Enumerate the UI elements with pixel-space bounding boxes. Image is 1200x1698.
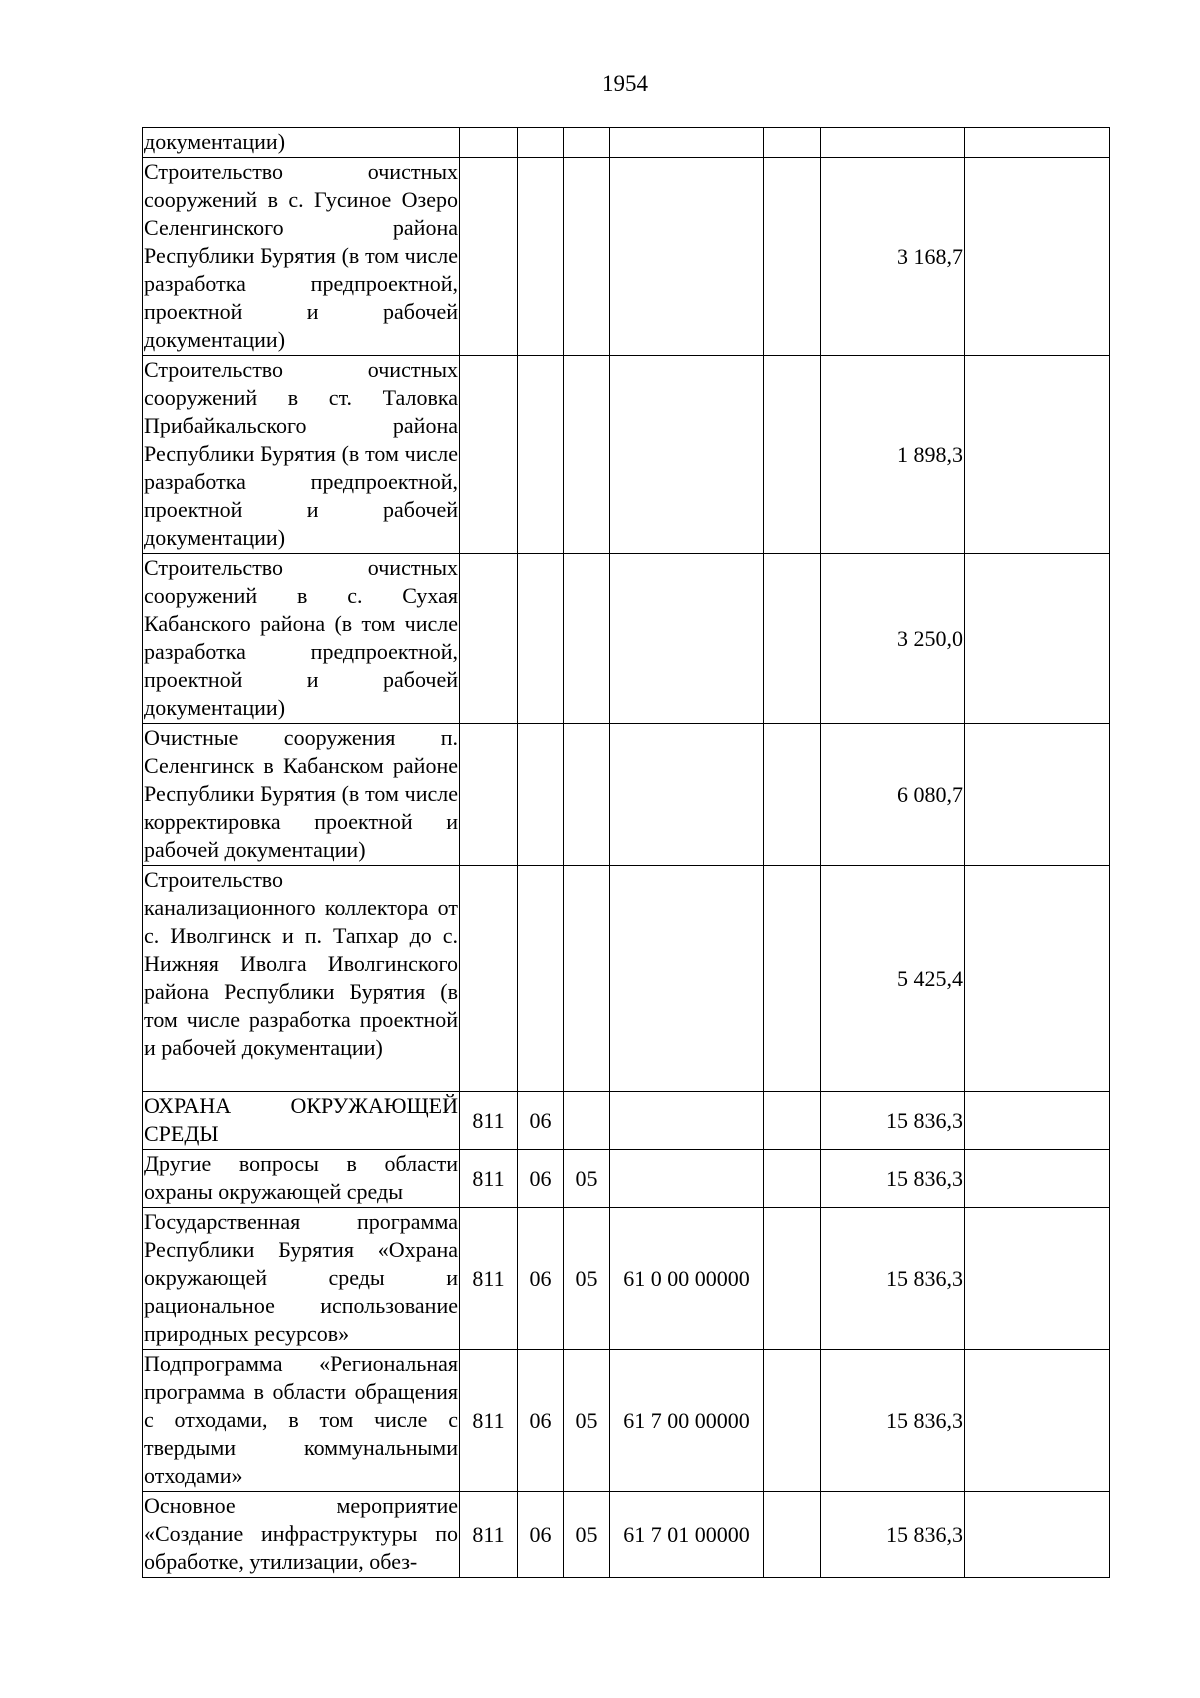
amount-cell	[821, 128, 965, 158]
table-row	[143, 128, 1110, 158]
amount-cell: 3 168,7	[821, 158, 965, 356]
subsection-code-cell	[564, 158, 610, 356]
ministry-code-cell: 811	[460, 1350, 518, 1492]
expense-type-cell	[764, 724, 821, 866]
target-article-cell: 61 0 00 00000	[610, 1208, 764, 1350]
extra-cell	[965, 1492, 1110, 1578]
subsection-code-cell: 05	[564, 1150, 610, 1208]
extra-cell	[965, 128, 1110, 158]
row-description: Основное мероприятие «Создание инфраструктуры по обработке, утилизации, обез-	[143, 1492, 460, 1578]
section-code-cell	[518, 866, 564, 1092]
table-row	[143, 1492, 1110, 1578]
budget-table	[142, 127, 1110, 1578]
section-code-cell: 06	[518, 1208, 564, 1350]
section-code-cell: 06	[518, 1492, 564, 1578]
expense-type-cell	[764, 1492, 821, 1578]
subsection-code-cell	[564, 554, 610, 724]
section-code-cell	[518, 128, 564, 158]
ministry-code-cell: 811	[460, 1150, 518, 1208]
row-description: Подпрограмма «Региональная программа в области обращения с отходами, в том числе с твердыми коммунальными отходами»	[143, 1350, 460, 1492]
table-row	[143, 158, 1110, 356]
page-number: 1954	[602, 71, 648, 96]
section-code-cell	[518, 554, 564, 724]
extra-cell	[965, 866, 1110, 1092]
subsection-code-cell: 05	[564, 1208, 610, 1350]
subsection-code-cell	[564, 1092, 610, 1150]
section-code-cell	[518, 356, 564, 554]
subsection-code-cell: 05	[564, 1350, 610, 1492]
ministry-code-cell: 811	[460, 1092, 518, 1150]
amount-cell: 5 425,4	[821, 866, 965, 1092]
amount-cell: 15 836,3	[821, 1150, 965, 1208]
extra-cell	[965, 1150, 1110, 1208]
target-article-cell: 61 7 00 00000	[610, 1350, 764, 1492]
expense-type-cell	[764, 554, 821, 724]
row-description: документации)	[143, 128, 460, 158]
target-article-cell	[610, 356, 764, 554]
row-description: ОХРАНА ОКРУЖАЮЩЕЙ СРЕДЫ	[143, 1092, 460, 1150]
extra-cell	[965, 356, 1110, 554]
target-article-cell	[610, 1150, 764, 1208]
row-description: Строительство канализационного коллектора от с. Иволгинск и п. Тапхар до с. Нижняя Иволга Иволгинского района Республики Бурятия (в том числе разработка проектной и рабочей документации)	[143, 866, 460, 1092]
ministry-code-cell: 811	[460, 1208, 518, 1350]
expense-type-cell	[764, 158, 821, 356]
table-row	[143, 724, 1110, 866]
subsection-code-cell	[564, 866, 610, 1092]
target-article-cell	[610, 866, 764, 1092]
amount-cell: 15 836,3	[821, 1350, 965, 1492]
table-row	[143, 356, 1110, 554]
row-description: Строительство очистных сооружений в с. Сухая Кабанского района (в том числе разработка предпроектной, проектной и рабочей документации)	[143, 554, 460, 724]
row-description: Строительство очистных сооружений в с. Гусиное Озеро Селенгинского района Республики Бурятия (в том числе разработка предпроектной, проектной и рабочей документации)	[143, 158, 460, 356]
row-description: Строительство очистных сооружений в ст. Таловка Прибайкальского района Республики Бурятия (в том числе разработка предпроектной, проектной и рабочей документации)	[143, 356, 460, 554]
target-article-cell	[610, 128, 764, 158]
extra-cell	[965, 1208, 1110, 1350]
ministry-code-cell	[460, 128, 518, 158]
target-article-cell	[610, 1092, 764, 1150]
target-article-cell	[610, 158, 764, 356]
amount-cell: 3 250,0	[821, 554, 965, 724]
expense-type-cell	[764, 1350, 821, 1492]
ministry-code-cell	[460, 866, 518, 1092]
section-code-cell	[518, 158, 564, 356]
ministry-code-cell: 811	[460, 1492, 518, 1578]
extra-cell	[965, 158, 1110, 356]
expense-type-cell	[764, 1092, 821, 1150]
expense-type-cell	[764, 1150, 821, 1208]
row-description: Очистные сооружения п. Селенгинск в Кабанском районе Республики Бурятия (в том числе корректировка проектной и рабочей документации)	[143, 724, 460, 866]
table-row	[143, 1150, 1110, 1208]
table-row	[143, 866, 1110, 1092]
subsection-code-cell	[564, 356, 610, 554]
table-row	[143, 1208, 1110, 1350]
subsection-code-cell	[564, 724, 610, 866]
table-row	[143, 1350, 1110, 1492]
subsection-code-cell	[564, 128, 610, 158]
expense-type-cell	[764, 356, 821, 554]
amount-cell: 15 836,3	[821, 1208, 965, 1350]
extra-cell	[965, 1350, 1110, 1492]
section-code-cell: 06	[518, 1350, 564, 1492]
amount-cell: 15 836,3	[821, 1492, 965, 1578]
ministry-code-cell	[460, 158, 518, 356]
subsection-code-cell: 05	[564, 1492, 610, 1578]
ministry-code-cell	[460, 356, 518, 554]
section-code-cell: 06	[518, 1150, 564, 1208]
section-code-cell	[518, 724, 564, 866]
table-row	[143, 1092, 1110, 1150]
ministry-code-cell	[460, 554, 518, 724]
expense-type-cell	[764, 1208, 821, 1350]
table-row	[143, 554, 1110, 724]
extra-cell	[965, 554, 1110, 724]
amount-cell: 15 836,3	[821, 1092, 965, 1150]
extra-cell	[965, 724, 1110, 866]
expense-type-cell	[764, 866, 821, 1092]
amount-cell: 6 080,7	[821, 724, 965, 866]
target-article-cell	[610, 724, 764, 866]
section-code-cell: 06	[518, 1092, 564, 1150]
extra-cell	[965, 1092, 1110, 1150]
ministry-code-cell	[460, 724, 518, 866]
row-description: Государственная программа Республики Бурятия «Охрана окружающей среды и рациональное использование природных ресурсов»	[143, 1208, 460, 1350]
target-article-cell: 61 7 01 00000	[610, 1492, 764, 1578]
amount-cell: 1 898,3	[821, 356, 965, 554]
row-description: Другие вопросы в области охраны окружающей среды	[143, 1150, 460, 1208]
expense-type-cell	[764, 128, 821, 158]
target-article-cell	[610, 554, 764, 724]
